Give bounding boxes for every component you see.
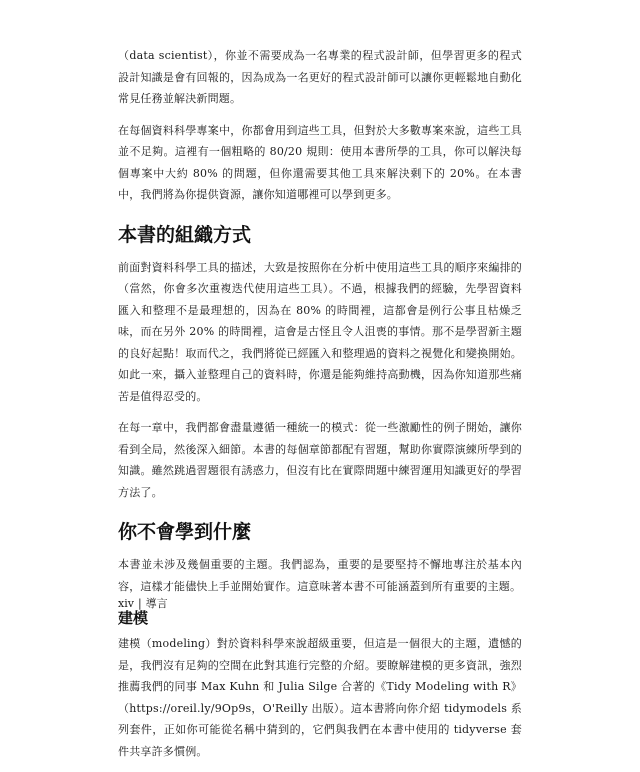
body-paragraph: 在每個資料科學專案中，你都會用到這些工具，但對於大多數專案來說，這些工具並不足夠。這裡有一個粗略的 80/20 規則：使用本書所學的工具，你可以解決每個專案中大約 80% 的問題，但你還需要其他工具來解決剩下的 20%。在本書中，我們將為你提供資源，讓你知道哪裡可以學到更多。 bbox=[118, 123, 522, 201]
section-heading: 你不會學到什麼 bbox=[118, 521, 252, 543]
body-paragraph: 在每一章中，我們都會盡量遵循一種統一的模式：從一些激勵性的例子開始，讓你看到全局，然後深入細節。本書的每個章節都配有習題，幫助你實際演練所學到的知識。雖然跳過習題很有誘惑力，但沒有比在實際問題中練習運用知識更好的學習方法了。 bbox=[118, 421, 522, 499]
page-content bbox=[118, 45, 522, 772]
chapter-name: 導言 bbox=[145, 597, 168, 610]
body-paragraph: 前面對資料科學工具的描述，大致是按照你在分析中使用這些工具的順序來編排的（當然，你會多次重複迭代使用這些工具）。不過，根據我們的經驗，先學習資料匯入和整理不是最理想的，因為在 80% 的時間裡，這都會是例行公事且枯燥乏味，而在另外 20% 的時間裡，這會是古怪且令人沮喪的事情。那不是學習新主題的良好起點！取而代之，我們將從已經匯入和整理過的資料之視覺化和變換開始。如此一來，攝入並整理自己的資料時，你還是能夠維持高動機，因為你知道那些痛苦是值得忍受的。 bbox=[118, 260, 522, 403]
body-paragraph: 建模（modeling）對於資料科學來說超級重要，但這是一個很大的主題，遺憾的是，我們沒有足夠的空間在此對其進行完整的介紹。要瞭解建模的更多資訊，強烈推薦我們的同事 Max Kuhn 和 Julia Silge 合著的《Tidy Modeling with R》（https://oreil.ly/9Op9s，O'Reilly 出版）。這本書將向你介紹 tidymodels 系列套件，正如你可能從名稱中猜到的，它們與我們在本書中使用的 tidyverse 套件共享許多慣例。 bbox=[118, 637, 522, 758]
page-number: xiv bbox=[118, 597, 134, 610]
body-paragraph: （data scientist），你並不需要成為一名專業的程式設計師，但學習更多的程式設計知識是會有回報的，因為成為一名更好的程式設計師可以讓你更輕鬆地自動化常見任務並解決新問題。 bbox=[118, 49, 522, 105]
page-footer bbox=[118, 597, 168, 611]
body-paragraph: 本書並未涉及幾個重要的主題。我們認為，重要的是要堅持不懈地專注於基本內容，這樣才能儘快上手並開始實作。這意味著本書不可能涵蓋到所有重要的主題。 bbox=[118, 558, 522, 593]
section-heading: 本書的組織方式 bbox=[118, 223, 252, 246]
subsection-heading: 建模 bbox=[118, 609, 149, 627]
footer-separator: | bbox=[137, 597, 142, 610]
